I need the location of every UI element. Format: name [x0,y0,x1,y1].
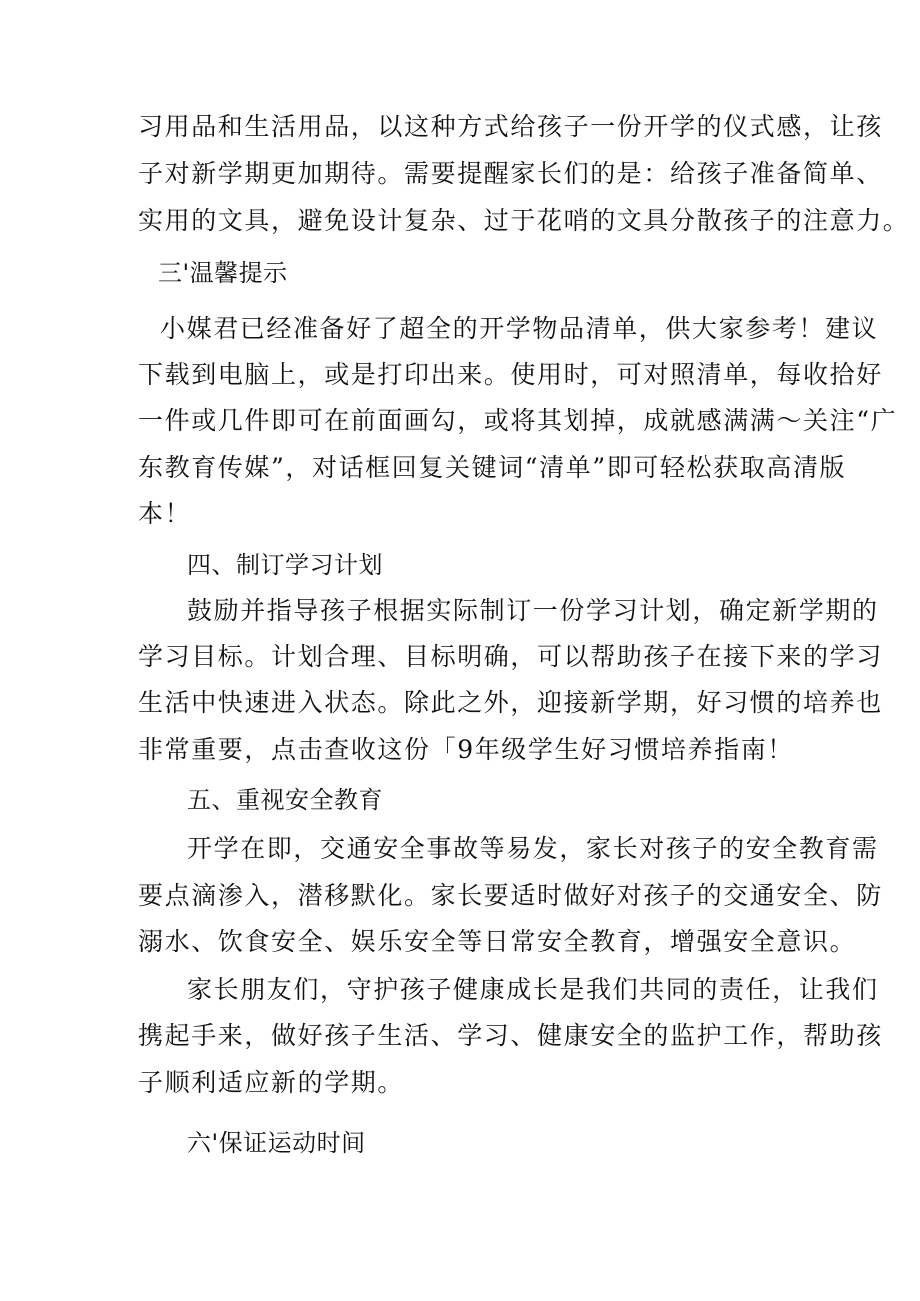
paragraph-line: 要点滴渗入，潜移默化。家长要适时做好对孩子的交通安全、防 [138,881,883,910]
paragraph-line: 本！ [138,499,192,528]
paragraph-line: 携起手来，做好孩子生活、学习、健康安全的监护工作，帮助孩 [138,1021,883,1050]
paragraph-line: 家长朋友们，守护孩子健康成长是我们共同的责任，让我们 [187,975,879,1004]
paragraph-line: 鼓励并指导孩子根据实际制订一份学习计划，确定新学期的 [187,596,879,625]
section-heading-5: 五、重视安全教育 [187,786,383,814]
paragraph-line: 习用品和生活用品，以这种方式给孩子一份开学的仪式感，让孩 [138,112,883,141]
section-heading-4: 四、制订学习计划 [187,551,383,579]
paragraph-line: 学习目标。计划合理、目标明确，可以帮助孩子在接下来的学习 [138,642,883,671]
paragraph-line: 东教育传媒”，对话框回复关键词“清单”即可轻松获取高清版 [138,453,847,482]
paragraph-line: 实用的文具，避免设计复杂、过于花哨的文具分散孩子的注意力。 [138,206,910,235]
paragraph-line: 溺水、饮食安全、娱乐安全等日常安全教育，增强安全意识。 [138,927,857,956]
paragraph-line: 小媒君已经准备好了超全的开学物品清单，供大家参考！建议 [160,314,879,343]
section-heading-3: 三'温馨提示 [158,259,288,287]
paragraph-line: 一件或几件即可在前面画勾，或将其划掉，成就感满满～关注“广 [138,406,898,435]
section-heading-6: 六'保证运动时间 [187,1129,366,1157]
paragraph-line: 下载到电脑上，或是打印出来。使用时，可对照清单，每收拾好 [138,360,883,389]
paragraph-line: 子顺利适应新的学期。 [138,1068,405,1097]
paragraph-line: 子对新学期更加期待。需要提醒家长们的是：给孩子准备简单、 [138,159,883,188]
paragraph-line: 非常重要，点击查收这份「9年级学生好习惯培养指南！ [138,735,794,764]
paragraph-line: 生活中快速进入状态。除此之外，迎接新学期，好习惯的培养也 [138,688,883,717]
paragraph-line: 开学在即，交通安全事故等易发，家长对孩子的安全教育需 [187,834,879,863]
